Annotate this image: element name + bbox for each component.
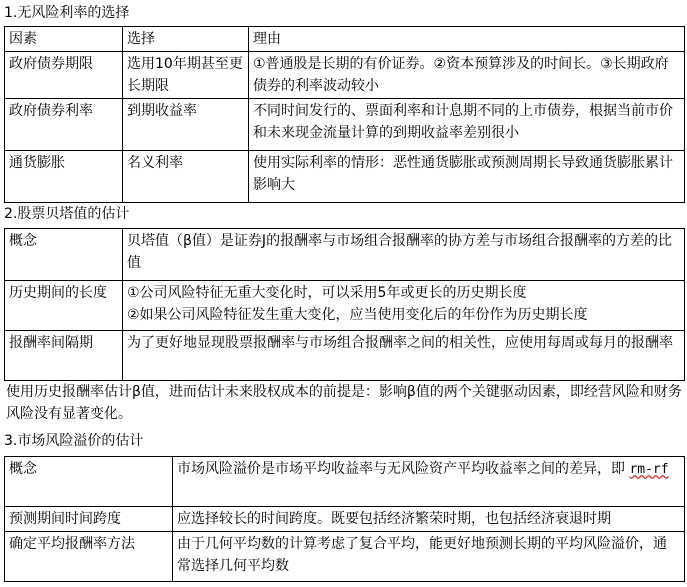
beta-estimation-table <box>4 228 685 381</box>
row-reason: 不同时间发行的、票面利率和计息期不同的上市债券，根据当前市价和未来现金流量计算的到期收益率差别很小 <box>249 99 685 151</box>
row-choice: 名义利率 <box>123 151 249 203</box>
table-row <box>5 52 685 99</box>
row-reason: 使用实际利率的情形：恶性通货膨胀或预测周期长导致通货膨胀累计影响大 <box>249 151 685 203</box>
row-choice: 选用10年期甚至更长期限 <box>123 52 249 99</box>
row-factor: 通货膨胀 <box>5 151 123 203</box>
table-row <box>5 507 685 532</box>
formula-text: rm-rf <box>629 462 669 477</box>
row-content: 由于几何平均数的计算考虑了复合平均，能更好地预测长期的平均风险溢价，通常选择几何平均数 <box>173 532 685 582</box>
row-content: ①公司风险特征无重大变化时，可以采用5年或更长的历史期长度 ②如果公司风险特征发生重大变化，应当使用变化后的年份作为历史期长度 <box>123 281 685 331</box>
row-content: 为了更好地显现股票报酬率与市场组合报酬率之间的相关性，应使用每周或每月的报酬率 <box>123 331 685 381</box>
risk-free-rate-table <box>4 26 685 203</box>
row-factor: 政府债券期限 <box>5 52 123 99</box>
row-label: 概念 <box>5 457 173 507</box>
section-3-title: 3.市场风险溢价的估计 <box>4 433 144 449</box>
section-2-title: 2.股票贝塔值的估计 <box>4 206 130 222</box>
table-row <box>5 151 685 203</box>
row-content-text: 市场风险溢价是市场平均收益率与无风险资产平均收益率之间的差异，即 <box>177 461 625 477</box>
row-label: 概念 <box>5 229 123 281</box>
table-header-row <box>5 27 685 52</box>
row-content <box>173 457 685 507</box>
row-factor: 政府债券利率 <box>5 99 123 151</box>
table-row <box>5 331 685 381</box>
row-label: 预测期间时间跨度 <box>5 507 173 532</box>
header-choice: 选择 <box>123 27 249 52</box>
row-content: 应选择较长的时间跨度。既要包括经济繁荣时期，也包括经济衰退时期 <box>173 507 685 532</box>
row-label: 报酬率间隔期 <box>5 331 123 381</box>
table-row <box>5 457 685 507</box>
beta-note: 使用历史报酬率估计β值，进而估计未来股权成本的前提是：影响β值的两个关键驱动因素，即经营风险和财务风险没有显著变化。 <box>6 384 682 422</box>
row-label: 确定平均报酬率方法 <box>5 532 173 582</box>
header-factor: 因素 <box>5 27 123 52</box>
header-reason: 理由 <box>249 27 685 52</box>
table-row <box>5 532 685 582</box>
market-risk-premium-table <box>4 456 685 582</box>
row-choice: 到期收益率 <box>123 99 249 151</box>
row-content: 贝塔值（β值）是证券J的报酬率与市场组合报酬率的协方差与市场组合报酬率的方差的比值 <box>123 229 685 281</box>
table-row <box>5 281 685 331</box>
table-row <box>5 229 685 281</box>
table-row <box>5 99 685 151</box>
row-reason: ①普通股是长期的有价证券。②资本预算涉及的时间长。③长期政府债券的利率波动较小 <box>249 52 685 99</box>
row-label: 历史期间的长度 <box>5 281 123 331</box>
section-1-title: 1.无风险利率的选择 <box>4 5 130 21</box>
